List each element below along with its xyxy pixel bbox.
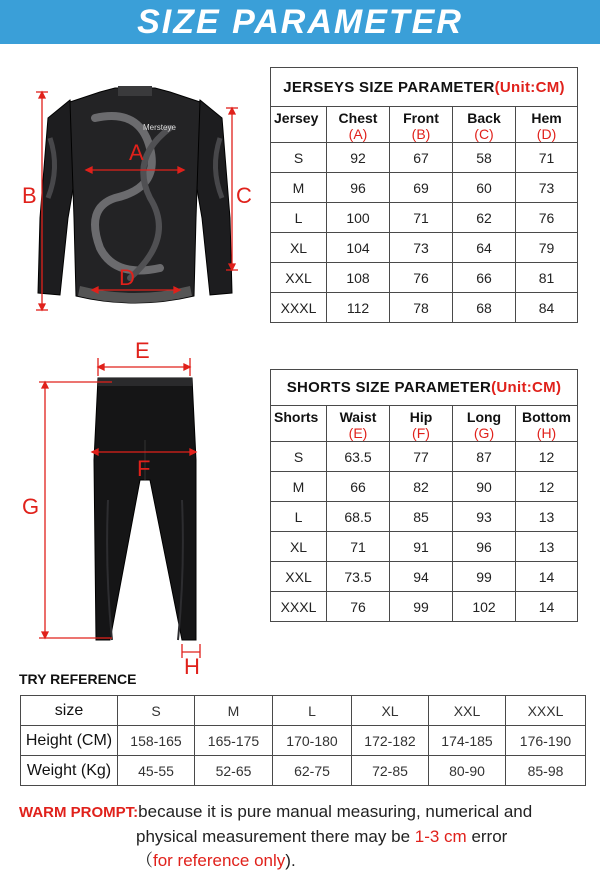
reference-cell: M	[195, 696, 273, 726]
reference-cell: 45-55	[118, 756, 195, 786]
label-c: C	[236, 183, 252, 208]
table-row	[271, 502, 578, 532]
table-cell: 84	[516, 293, 578, 323]
table-cell: 64	[453, 233, 516, 263]
warm-prompt-close: ).	[285, 851, 296, 870]
shorts-title-text: SHORTS SIZE PARAMETER	[286, 379, 492, 396]
jersey-header-cell	[390, 107, 453, 143]
table-row	[271, 442, 578, 472]
table-cell: S	[271, 143, 327, 173]
shorts-header-row	[271, 406, 578, 442]
warm-prompt-open: （	[136, 851, 153, 870]
label-e: E	[135, 338, 150, 363]
table-cell: 13	[516, 502, 578, 532]
reference-cell: 72-85	[352, 756, 429, 786]
table-cell: 14	[516, 592, 578, 622]
jersey-header-letter: (A)	[348, 126, 368, 142]
reference-cell: 172-182	[352, 726, 429, 756]
table-cell: 112	[327, 293, 390, 323]
reference-cell: 62-75	[273, 756, 352, 786]
label-b: B	[22, 183, 37, 208]
table-cell: 71	[390, 203, 453, 233]
shorts-header-letter: (E)	[348, 425, 368, 441]
warm-prompt-range: 1-3 cm	[414, 827, 467, 846]
table-cell: XXXL	[271, 293, 327, 323]
warm-prompt-text-2a: physical measurement there may be	[136, 827, 415, 846]
table-cell: 102	[453, 592, 516, 622]
shorts-unit: (Unit:CM)	[491, 379, 562, 396]
warm-prompt-text-1: because it is pure manual measuring, numerical and	[138, 802, 533, 821]
reference-cell: 85-98	[506, 756, 586, 786]
table-cell: 76	[327, 592, 390, 622]
jersey-header-letter: (D)	[536, 126, 557, 142]
reference-row-label: Weight (Kg)	[21, 756, 118, 786]
label-g: G	[22, 494, 40, 519]
table-cell: L	[271, 203, 327, 233]
table-row	[271, 173, 578, 203]
table-cell: 85	[390, 502, 453, 532]
jersey-header-letter: (B)	[411, 126, 431, 142]
table-cell: 99	[453, 562, 516, 592]
table-cell: XL	[271, 532, 327, 562]
jersey-header-cell	[516, 107, 578, 143]
reference-cell: XXL	[429, 696, 506, 726]
table-cell: 87	[453, 442, 516, 472]
table-row	[271, 263, 578, 293]
shorts-header-name: Bottom	[522, 409, 571, 425]
shorts-header-letter: (G)	[473, 425, 495, 441]
shorts-size-table	[270, 369, 578, 622]
table-row	[271, 472, 578, 502]
reference-cell: S	[118, 696, 195, 726]
shorts-header-name: Waist	[339, 409, 377, 425]
jersey-header-name: Back	[467, 110, 501, 126]
reference-cell: 174-185	[429, 726, 506, 756]
table-cell: 14	[516, 562, 578, 592]
warm-prompt	[19, 800, 589, 873]
shorts-table-title	[271, 370, 578, 406]
jerseys-header-row	[271, 107, 578, 143]
table-cell: 62	[453, 203, 516, 233]
shorts-header-cell	[271, 406, 327, 442]
table-cell: 77	[390, 442, 453, 472]
table-cell: M	[271, 472, 327, 502]
banner-divider	[0, 44, 600, 50]
reference-weight-row	[21, 756, 586, 786]
table-cell: 79	[516, 233, 578, 263]
shorts-header-cell	[390, 406, 453, 442]
jersey-header-cell	[327, 107, 390, 143]
label-h: H	[184, 654, 200, 679]
table-cell: 96	[327, 173, 390, 203]
shorts-header-letter: (H)	[536, 425, 557, 441]
table-cell: 71	[516, 143, 578, 173]
label-f: F	[137, 456, 151, 481]
warm-prompt-label: WARM PROMPT:	[19, 804, 139, 821]
reference-size-row	[21, 696, 586, 726]
brand-logo: Mersteye	[143, 123, 176, 132]
table-cell: 81	[516, 263, 578, 293]
shorts-header-cell	[327, 406, 390, 442]
jerseys-size-table	[270, 67, 578, 323]
reference-cell: XL	[352, 696, 429, 726]
table-cell: 94	[390, 562, 453, 592]
jerseys-title-text: JERSEYS SIZE PARAMETER	[283, 78, 495, 96]
table-cell: L	[271, 502, 327, 532]
table-cell: XXL	[271, 562, 327, 592]
reference-cell: 176-190	[506, 726, 586, 756]
table-cell: 100	[327, 203, 390, 233]
jersey-header-cell	[271, 107, 327, 143]
jersey-header-name: Chest	[338, 110, 378, 126]
table-cell: 104	[327, 233, 390, 263]
reference-row-label: size	[21, 696, 118, 726]
table-cell: 82	[390, 472, 453, 502]
try-reference-table	[20, 695, 586, 786]
table-cell: XL	[271, 233, 327, 263]
reference-height-row	[21, 726, 586, 756]
table-cell: 90	[453, 472, 516, 502]
reference-cell: L	[273, 696, 352, 726]
reference-cell: 80-90	[429, 756, 506, 786]
table-cell: 99	[390, 592, 453, 622]
page-title: SIZE PARAMETER	[137, 3, 463, 41]
reference-cell: XXXL	[506, 696, 586, 726]
try-reference-title: TRY REFERENCE	[19, 671, 137, 687]
shorts-header-name: Long	[466, 409, 502, 425]
label-d: D	[119, 265, 135, 290]
table-cell: 12	[516, 472, 578, 502]
jersey-header-letter: (C)	[474, 126, 494, 142]
table-cell: 69	[390, 173, 453, 203]
table-row	[271, 293, 578, 323]
table-cell: 71	[327, 532, 390, 562]
table-cell: 78	[390, 293, 453, 323]
table-cell: 60	[453, 173, 516, 203]
table-row	[271, 532, 578, 562]
table-row	[271, 562, 578, 592]
jersey-figure	[0, 78, 270, 318]
jersey-header-name: Jersey	[274, 110, 319, 126]
reference-cell: 170-180	[273, 726, 352, 756]
shorts-header-cell	[516, 406, 578, 442]
table-cell: 68.5	[327, 502, 390, 532]
jerseys-unit: (Unit:CM)	[494, 78, 565, 96]
table-cell: M	[271, 173, 327, 203]
table-cell: 73	[516, 173, 578, 203]
table-cell: 66	[327, 472, 390, 502]
shorts-header-name: Hip	[409, 409, 433, 425]
table-cell: 73	[390, 233, 453, 263]
table-cell: 92	[327, 143, 390, 173]
table-cell: S	[271, 442, 327, 472]
table-row	[271, 143, 578, 173]
table-cell: 63.5	[327, 442, 390, 472]
reference-cell: 158-165	[118, 726, 195, 756]
table-cell: 76	[390, 263, 453, 293]
table-cell: 58	[453, 143, 516, 173]
reference-cell: 52-65	[195, 756, 273, 786]
table-row	[271, 233, 578, 263]
shorts-header-name: Shorts	[274, 409, 319, 425]
shorts-header-letter: (F)	[412, 425, 430, 441]
table-cell: 108	[327, 263, 390, 293]
table-cell: 13	[516, 532, 578, 562]
title-banner	[0, 0, 600, 50]
table-cell: 68	[453, 293, 516, 323]
table-cell: XXL	[271, 263, 327, 293]
table-cell: 91	[390, 532, 453, 562]
table-row	[271, 592, 578, 622]
table-cell: 93	[453, 502, 516, 532]
table-cell: 73.5	[327, 562, 390, 592]
table-cell: 76	[516, 203, 578, 233]
table-cell: 12	[516, 442, 578, 472]
reference-cell: 165-175	[195, 726, 273, 756]
table-row	[271, 203, 578, 233]
jerseys-table-title	[271, 68, 578, 107]
table-cell: 66	[453, 263, 516, 293]
pants-figure	[0, 340, 270, 680]
label-a: A	[129, 140, 144, 165]
jersey-header-cell	[453, 107, 516, 143]
table-cell: XXXL	[271, 592, 327, 622]
table-cell: 67	[390, 143, 453, 173]
shorts-header-cell	[453, 406, 516, 442]
jersey-header-name: Front	[403, 110, 439, 126]
warm-prompt-note: for reference only	[153, 851, 286, 870]
table-cell: 96	[453, 532, 516, 562]
warm-prompt-text-2b: error	[466, 827, 508, 846]
jersey-header-name: Hem	[531, 110, 562, 126]
reference-row-label: Height (CM)	[21, 726, 118, 756]
